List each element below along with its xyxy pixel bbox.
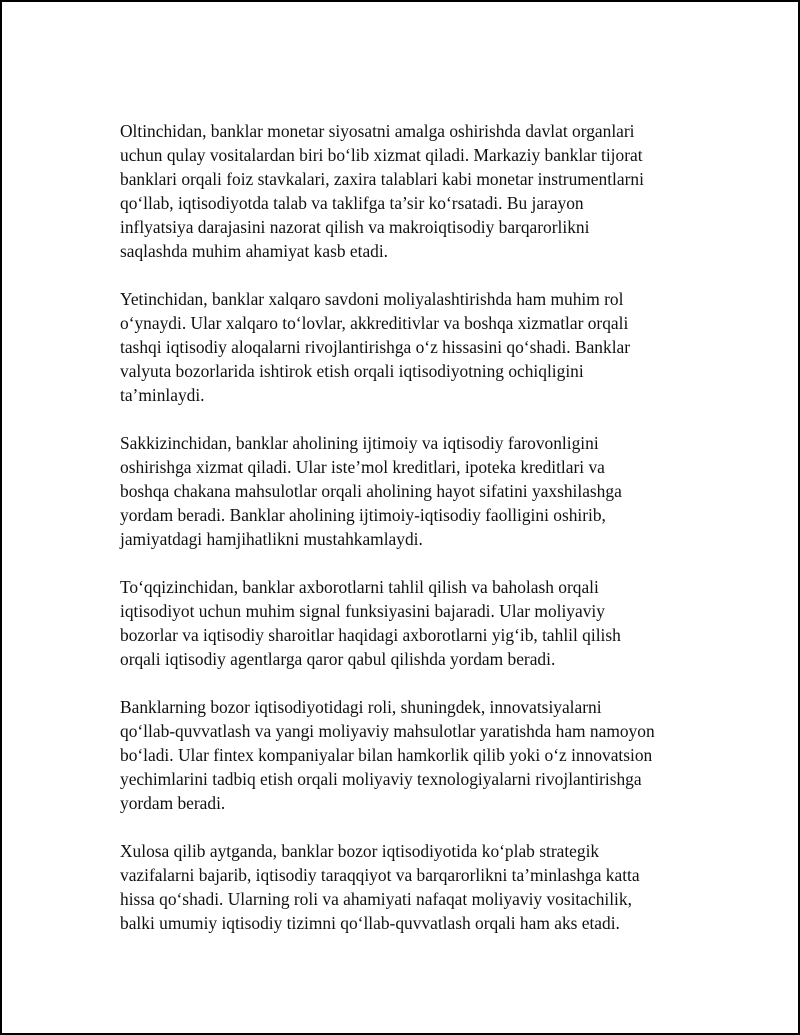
paragraph-line: jamiyatdagi hamjihatlikni mustahkamlaydi. [120, 529, 423, 549]
paragraph-line: valyuta bozorlarida ishtirok etish orqali iqtisodiyotning ochiqligini [120, 361, 584, 381]
paragraph-2 [120, 287, 710, 407]
paragraph-line: yechimlarini tadbiq etish orqali moliyaviy texnologiyalarni rivojlantirishga [120, 769, 642, 789]
paragraph-line: banklari orqali foiz stavkalari, zaxira talablari kabi monetar instrumentlarni [120, 169, 644, 189]
paragraph-line: yordam beradi. [120, 793, 226, 813]
paragraph-line: o‘ynaydi. Ular xalqaro to‘lovlar, akkreditivlar va boshqa xizmatlar orqali [120, 313, 629, 333]
paragraph-line: Oltinchidan, banklar monetar siyosatni amalga oshirishda davlat organlari [120, 121, 635, 141]
paragraph-line: To‘qqizinchidan, banklar axborotlarni tahlil qilish va baholash orqali [120, 577, 599, 597]
paragraph-line: Xulosa qilib aytganda, banklar bozor iqtisodiyotida ko‘plab strategik [120, 841, 600, 861]
paragraph-line: hissa qo‘shadi. Ularning roli va ahamiyati nafaqat moliyaviy vositachilik, [120, 889, 632, 909]
paragraph-line: orqali iqtisodiy agentlarga qaror qabul qilishda yordam beradi. [120, 649, 556, 669]
paragraph-line: ta’minlaydi. [120, 385, 205, 405]
paragraph-line: tashqi iqtisodiy aloqalarni rivojlantirishga o‘z hissasini qo‘shadi. Banklar [120, 337, 631, 357]
paragraph-line: inflyatsiya darajasini nazorat qilish va makroiqtisodiy barqarorlikni [120, 217, 590, 237]
paragraph-3 [120, 431, 710, 551]
paragraph-4 [120, 575, 710, 671]
paragraph-line: vazifalarni bajarib, iqtisodiy taraqqiyot va barqarorlikni ta’minlashga katta [120, 865, 640, 885]
paragraph-line: Yetinchidan, banklar xalqaro savdoni moliyalashtirishda ham muhim rol [120, 289, 624, 309]
paragraph-line: iqtisodiyot uchun muhim signal funksiyasini bajaradi. Ular moliyaviy [120, 601, 605, 621]
paragraph-line: Banklarning bozor iqtisodiyotidagi roli, shuningdek, innovatsiyalarni [120, 697, 602, 717]
paragraph-line: Sakkizinchidan, banklar aholining ijtimoiy va iqtisodiy farovonligini [120, 433, 599, 453]
paragraph-line: qo‘llab-quvvatlash va yangi moliyaviy mahsulotlar yaratishda ham namoyon [120, 721, 655, 741]
paragraph-line: qo‘llab, iqtisodiyotda talab va taklifga ta’sir ko‘rsatadi. Bu jarayon [120, 193, 584, 213]
paragraph-6 [120, 839, 710, 935]
paragraph-line: bozorlar va iqtisodiy sharoitlar haqidagi axborotlarni yig‘ib, tahlil qilish [120, 625, 621, 645]
paragraph-line: bo‘ladi. Ular fintex kompaniyalar bilan hamkorlik qilib yoki o‘z innovatsion [120, 745, 653, 765]
paragraph-line: oshirishga xizmat qiladi. Ular iste’mol kreditlari, ipoteka kreditlari va [120, 457, 605, 477]
paragraph-1 [120, 119, 710, 263]
paragraph-line: yordam beradi. Banklar aholining ijtimoiy-iqtisodiy faolligini oshirib, [120, 505, 606, 525]
paragraph-5 [120, 695, 710, 815]
document-body [120, 119, 710, 959]
paragraph-line: boshqa chakana mahsulotlar orqali aholining hayot sifatini yaxshilashga [120, 481, 622, 501]
paragraph-line: balki umumiy iqtisodiy tizimni qo‘llab-quvvatlash orqali ham aks etadi. [120, 913, 620, 933]
paragraph-line: saqlashda muhim ahamiyat kasb etadi. [120, 241, 389, 261]
paragraph-line: uchun qulay vositalardan biri bo‘lib xizmat qiladi. Markaziy banklar tijorat [120, 145, 643, 165]
